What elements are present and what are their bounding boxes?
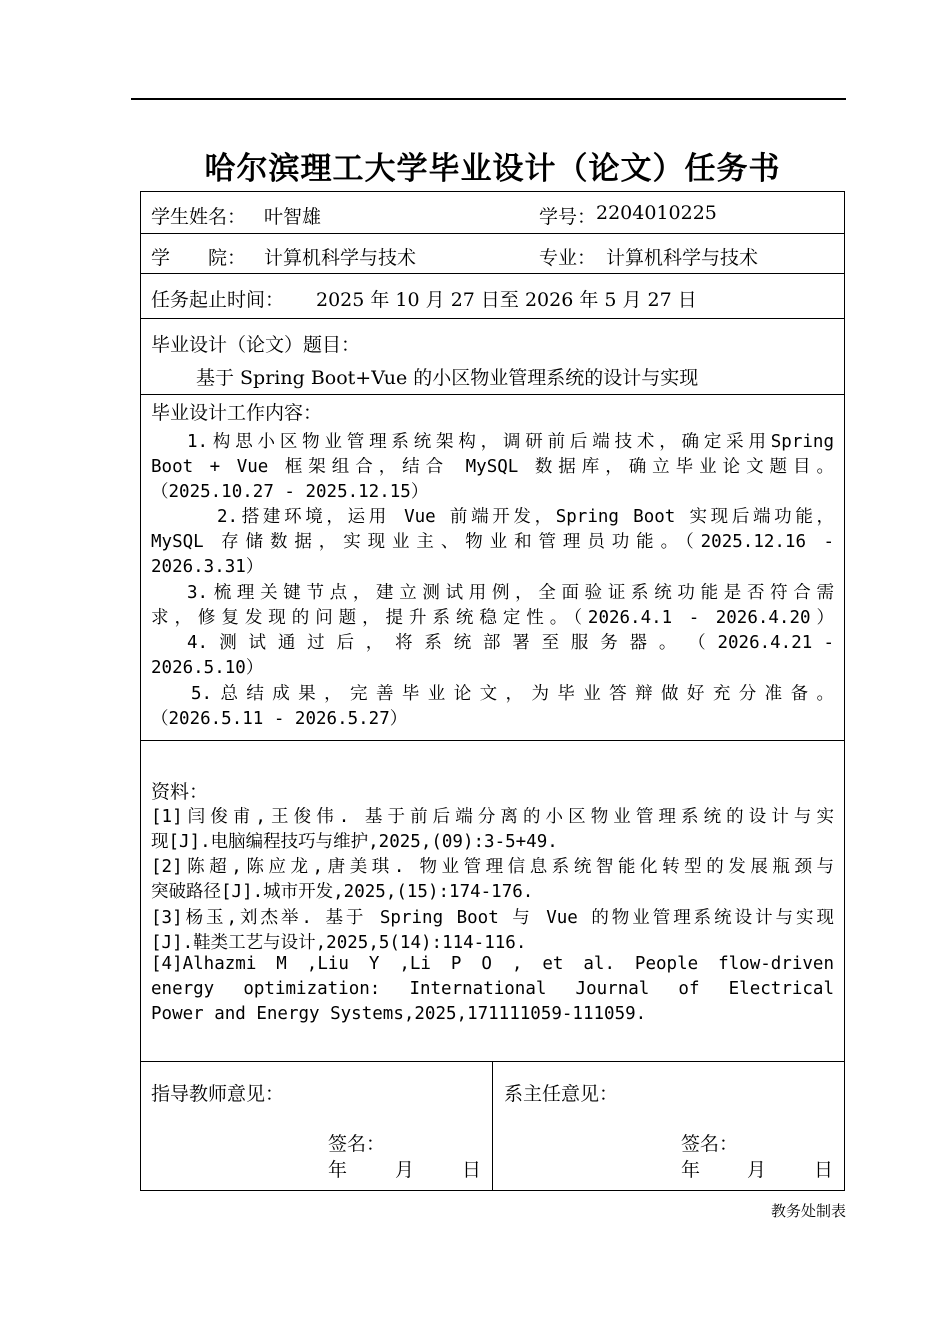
content-line: 求，修复发现的问题，提升系统稳定性。（2026.4.1 - 2026.4.20） — [151, 608, 834, 628]
row-work-content — [141, 395, 844, 741]
advisor-date-day: 日 — [462, 1159, 482, 1181]
content-line: 4. 测 试 通 过 后 ， 将 系 统 部 署 至 服 务 器 。 （ 2026.4.21 - — [187, 633, 834, 653]
reference-line: Power and Energy Systems,2025,171111059-111059. — [151, 1004, 647, 1024]
director-date-month: 月 — [747, 1159, 767, 1181]
row-college — [141, 234, 844, 274]
reference-line: [J].鞋类工艺与设计,2025,5(14):114-116. — [151, 933, 527, 953]
content-line: 3.梳理关键节点，建立测试用例，全面验证系统功能是否符合需 — [187, 583, 834, 603]
reference-line: 现[J].电脑编程技巧与维护,2025,(09):3-5+49. — [151, 832, 558, 852]
director-date-day: 日 — [814, 1159, 834, 1181]
college-value: 计算机科学与技术 — [264, 247, 417, 269]
content-line: 2026.5.10） — [151, 658, 264, 678]
major-value: 计算机科学与技术 — [606, 247, 759, 269]
reference-line: [3]杨玉,刘杰举. 基于 Spring Boot 与 Vue 的物业管理系统设计与实现 — [151, 908, 834, 928]
content-line: 2.搭建环境，运用 Vue 前端开发，Spring Boot 实现后端功能， — [217, 507, 834, 527]
row-references — [141, 741, 844, 1062]
director-sign-label: 签名： — [681, 1133, 739, 1155]
reference-line: 突破路径[J].城市开发,2025,(15):174-176. — [151, 882, 534, 902]
content-line: （2026.5.11 - 2026.5.27） — [151, 709, 408, 729]
content-line: 5.总结成果，完善毕业论文，为毕业答辩做好充分准备。 — [191, 684, 834, 704]
reference-line: [2]陈超,陈应龙,唐美琪. 物业管理信息系统智能化转型的发展瓶颈与 — [151, 857, 834, 877]
student-id-value: 2204010225 — [596, 202, 717, 224]
task-form — [140, 191, 845, 1191]
period-label: 任务起止时间： — [151, 289, 285, 311]
topic-label: 毕业设计（论文）题目： — [151, 334, 361, 356]
content-line: MySQL 存储数据，实现业主、物业和管理员功能。（2025.12.16 - — [151, 532, 834, 552]
director-opinion-label: 系主任意见： — [504, 1083, 619, 1105]
major-label: 专业： — [539, 247, 597, 269]
references-label: 资料： — [151, 781, 209, 803]
work-content-label: 毕业设计工作内容： — [151, 402, 323, 424]
opinion-divider — [492, 1062, 493, 1190]
student-name-label: 学生姓名： — [151, 206, 247, 228]
content-line: （2025.10.27 - 2025.12.15） — [151, 482, 429, 502]
reference-line: [1]闫俊甫,王俊伟. 基于前后端分离的小区物业管理系统的设计与实 — [151, 807, 834, 827]
advisor-date-month: 月 — [395, 1159, 415, 1181]
page-title: 哈尔滨理工大学毕业设计（论文）任务书 — [204, 151, 781, 187]
student-name-value: 叶智雄 — [264, 206, 322, 228]
top-rule — [131, 98, 846, 100]
college-label: 学 院： — [151, 247, 247, 269]
reference-line: [4]Alhazmi M ,Liu Y ,Li P O , et al. People flow-driven — [151, 954, 834, 974]
reference-line: energy optimization: International Journal of Electrical — [151, 979, 834, 999]
row-period — [141, 274, 844, 319]
content-line: 2026.3.31） — [151, 557, 264, 577]
content-line: Boot + Vue 框架组合，结合 MySQL 数据库，确立毕业论文题目。 — [151, 457, 834, 477]
content-line: 1.构思小区物业管理系统架构，调研前后端技术，确定采用Spring — [187, 432, 834, 452]
row-student-name — [141, 192, 844, 234]
period-value: 2025 年 10 月 27 日至 2026 年 5 月 27 日 — [316, 289, 697, 311]
student-id-label: 学号： — [539, 206, 597, 228]
advisor-opinion-label: 指导教师意见： — [151, 1083, 285, 1105]
director-date-year: 年 — [681, 1159, 701, 1181]
topic-value: 基于 Spring Boot+Vue 的小区物业管理系统的设计与实现 — [196, 367, 699, 389]
advisor-date-year: 年 — [328, 1159, 348, 1181]
row-topic — [141, 319, 844, 395]
footer-note: 教务处制表 — [770, 1202, 846, 1220]
advisor-sign-label: 签名： — [328, 1133, 386, 1155]
